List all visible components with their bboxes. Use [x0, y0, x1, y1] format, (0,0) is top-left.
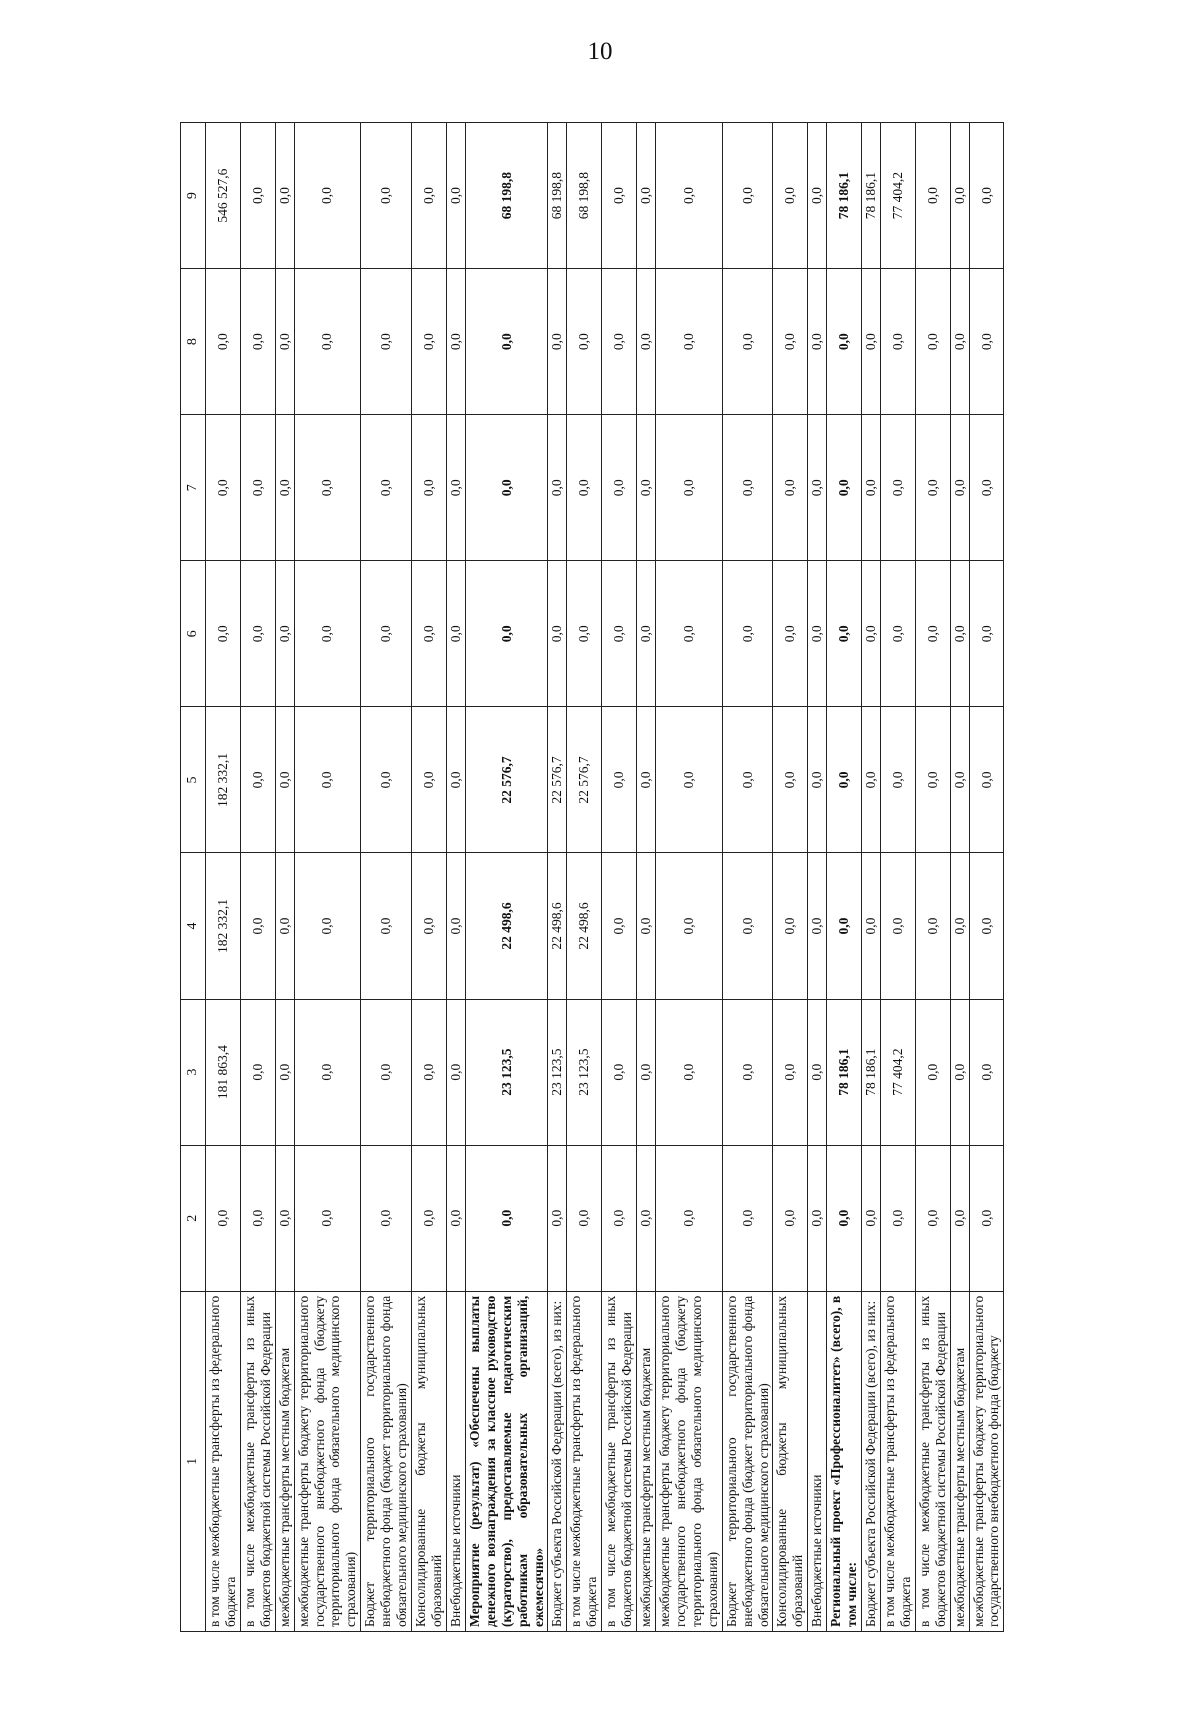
cell-value: 0,0 — [950, 123, 969, 269]
cell-value: 0,0 — [808, 999, 827, 1145]
cell-value: 0,0 — [637, 707, 656, 853]
cell-value: 0,0 — [880, 853, 915, 999]
table-row — [446, 123, 465, 1632]
cell-value: 22 576,7 — [567, 707, 602, 853]
row-label: Бюджет территориального государственного внебюджетного фонда (бюджет территориального фонда обязательного медицинского страхования) — [361, 1291, 412, 1631]
row-label: межбюджетные трансферты местным бюджетам — [275, 1291, 294, 1631]
cell-value: 0,0 — [722, 853, 773, 999]
cell-value: 22 498,6 — [548, 853, 567, 999]
cell-value: 0,0 — [602, 707, 637, 853]
table-row — [655, 123, 722, 1632]
cell-value: 0,0 — [206, 415, 241, 561]
cell-value: 0,0 — [862, 561, 881, 707]
row-label: межбюджетные трансферты местным бюджетам — [950, 1291, 969, 1631]
row-label: в том числе межбюджетные трансферты из федерального бюджета — [567, 1291, 602, 1631]
cell-value: 0,0 — [206, 1145, 241, 1291]
cell-value: 0,0 — [637, 561, 656, 707]
cell-value: 0,0 — [275, 853, 294, 999]
cell-value: 0,0 — [602, 269, 637, 415]
cell-value: 0,0 — [880, 1145, 915, 1291]
cell-value: 0,0 — [206, 269, 241, 415]
cell-value: 22 576,7 — [548, 707, 567, 853]
cell-value: 0,0 — [275, 415, 294, 561]
cell-value: 0,0 — [655, 123, 722, 269]
cell-value: 182 332,1 — [206, 707, 241, 853]
cell-value: 0,0 — [548, 1145, 567, 1291]
column-header-2: 2 — [181, 1145, 206, 1291]
cell-value: 182 332,1 — [206, 853, 241, 999]
cell-value: 0,0 — [950, 269, 969, 415]
cell-value: 0,0 — [655, 707, 722, 853]
column-header-6: 6 — [181, 561, 206, 707]
cell-value: 0,0 — [567, 1145, 602, 1291]
cell-value: 0,0 — [827, 1145, 862, 1291]
header-row — [181, 123, 206, 1632]
cell-value: 0,0 — [722, 561, 773, 707]
cell-value: 0,0 — [808, 123, 827, 269]
cell-value: 0,0 — [969, 269, 1004, 415]
row-label: межбюджетные трансферты бюджету территориального государственного внебюджетного фонда (бюджету территориального фонда обязательного медицинского страхования) — [655, 1291, 722, 1631]
cell-value: 0,0 — [602, 999, 637, 1145]
cell-value: 23 123,5 — [465, 999, 548, 1145]
cell-value: 0,0 — [412, 1145, 447, 1291]
cell-value: 0,0 — [602, 415, 637, 561]
cell-value: 0,0 — [240, 853, 275, 999]
cell-value: 0,0 — [880, 269, 915, 415]
cell-value: 0,0 — [880, 707, 915, 853]
cell-value: 0,0 — [446, 1145, 465, 1291]
cell-value: 0,0 — [862, 853, 881, 999]
cell-value: 0,0 — [240, 707, 275, 853]
cell-value: 0,0 — [722, 269, 773, 415]
table-row — [827, 123, 862, 1632]
cell-value: 0,0 — [862, 707, 881, 853]
table-row — [275, 123, 294, 1632]
cell-value: 0,0 — [240, 999, 275, 1145]
cell-value: 68 198,8 — [567, 123, 602, 269]
cell-value: 0,0 — [567, 561, 602, 707]
cell-value: 0,0 — [412, 123, 447, 269]
table-row — [567, 123, 602, 1632]
cell-value: 0,0 — [969, 707, 1004, 853]
cell-value: 0,0 — [969, 999, 1004, 1145]
cell-value: 0,0 — [275, 269, 294, 415]
cell-value: 68 198,8 — [548, 123, 567, 269]
cell-value: 0,0 — [808, 1145, 827, 1291]
cell-value: 0,0 — [915, 853, 950, 999]
cell-value: 0,0 — [773, 707, 808, 853]
cell-value: 0,0 — [722, 123, 773, 269]
cell-value: 0,0 — [808, 853, 827, 999]
cell-value: 0,0 — [567, 269, 602, 415]
table-row — [465, 123, 548, 1632]
page-number: 10 — [587, 38, 613, 65]
cell-value: 0,0 — [294, 415, 361, 561]
cell-value: 0,0 — [412, 269, 447, 415]
cell-value: 0,0 — [722, 415, 773, 561]
cell-value: 0,0 — [294, 269, 361, 415]
cell-value: 0,0 — [602, 1145, 637, 1291]
table-row — [880, 123, 915, 1632]
row-label: в том числе межбюджетные трансферты из иных бюджетов бюджетной системы Российской Федерации — [240, 1291, 275, 1631]
row-label: Консолидированные бюджеты муниципальных образований — [773, 1291, 808, 1631]
cell-value: 0,0 — [862, 269, 881, 415]
cell-value: 0,0 — [361, 269, 412, 415]
row-label: Бюджет территориального государственного внебюджетного фонда (бюджет территориального фонда обязательного медицинского страхования) — [722, 1291, 773, 1631]
cell-value: 0,0 — [240, 123, 275, 269]
cell-value: 0,0 — [808, 415, 827, 561]
cell-value: 0,0 — [602, 561, 637, 707]
cell-value: 0,0 — [206, 561, 241, 707]
cell-value: 0,0 — [294, 707, 361, 853]
cell-value: 0,0 — [637, 999, 656, 1145]
cell-value: 0,0 — [637, 853, 656, 999]
cell-value: 0,0 — [773, 561, 808, 707]
row-label: межбюджетные трансферты бюджету территориального государственного внебюджетного фонда (бюджету — [969, 1291, 1004, 1631]
cell-value: 0,0 — [915, 123, 950, 269]
cell-value: 0,0 — [773, 1145, 808, 1291]
row-label: в том числе межбюджетные трансферты из иных бюджетов бюджетной системы Российской Федерации — [602, 1291, 637, 1631]
cell-value: 0,0 — [465, 561, 548, 707]
cell-value: 0,0 — [655, 1145, 722, 1291]
cell-value: 0,0 — [446, 123, 465, 269]
column-header-3: 3 — [181, 999, 206, 1145]
cell-value: 0,0 — [361, 707, 412, 853]
cell-value: 0,0 — [969, 853, 1004, 999]
cell-value: 0,0 — [412, 561, 447, 707]
cell-value: 0,0 — [773, 853, 808, 999]
cell-value: 0,0 — [294, 561, 361, 707]
cell-value: 0,0 — [412, 415, 447, 561]
cell-value: 0,0 — [722, 999, 773, 1145]
budget-table — [180, 122, 1004, 1632]
cell-value: 0,0 — [637, 415, 656, 561]
row-label: Внебюджетные источники — [808, 1291, 827, 1631]
table-row — [722, 123, 773, 1632]
cell-value: 0,0 — [827, 269, 862, 415]
cell-value: 0,0 — [655, 853, 722, 999]
cell-value: 0,0 — [548, 415, 567, 561]
row-label: Консолидированные бюджеты муниципальных образований — [412, 1291, 447, 1631]
cell-value: 0,0 — [808, 707, 827, 853]
cell-value: 0,0 — [412, 999, 447, 1145]
cell-value: 0,0 — [637, 269, 656, 415]
row-label: Мероприятие (результат) «Обеспечены выплаты денежного вознаграждения за классное руководство (кураторство), предоставляемые педагогическим работникам образовательных организаций, ежемесячно» — [465, 1291, 548, 1631]
cell-value: 78 186,1 — [862, 123, 881, 269]
cell-value: 0,0 — [548, 561, 567, 707]
cell-value: 68 198,8 — [465, 123, 548, 269]
row-label: в том числе межбюджетные трансферты из федерального бюджета — [880, 1291, 915, 1631]
cell-value: 0,0 — [567, 415, 602, 561]
cell-value: 0,0 — [294, 1145, 361, 1291]
column-header-9: 9 — [181, 123, 206, 269]
table-row — [773, 123, 808, 1632]
table-row — [950, 123, 969, 1632]
cell-value: 77 404,2 — [880, 999, 915, 1145]
table-row — [969, 123, 1004, 1632]
cell-value: 0,0 — [773, 415, 808, 561]
table-row — [808, 123, 827, 1632]
cell-value: 0,0 — [361, 415, 412, 561]
cell-value: 0,0 — [240, 1145, 275, 1291]
cell-value: 0,0 — [827, 415, 862, 561]
cell-value: 0,0 — [722, 707, 773, 853]
cell-value: 23 123,5 — [567, 999, 602, 1145]
row-label: Бюджет субъекта Российской Федерации (всего), из них: — [548, 1291, 567, 1631]
cell-value: 0,0 — [275, 561, 294, 707]
table-row — [294, 123, 361, 1632]
table-row — [206, 123, 241, 1632]
row-label: межбюджетные трансферты местным бюджетам — [637, 1291, 656, 1631]
row-label: Региональный проект «Профессионалитет» (всего), в том числе: — [827, 1291, 862, 1631]
table-row — [412, 123, 447, 1632]
cell-value: 0,0 — [915, 561, 950, 707]
cell-value: 0,0 — [915, 1145, 950, 1291]
row-label: Бюджет субъекта Российской Федерации (всего), из них: — [862, 1291, 881, 1631]
cell-value: 0,0 — [915, 999, 950, 1145]
cell-value: 0,0 — [275, 1145, 294, 1291]
cell-value: 546 527,6 — [206, 123, 241, 269]
cell-value: 0,0 — [655, 561, 722, 707]
table-body — [206, 123, 1004, 1632]
cell-value: 0,0 — [361, 1145, 412, 1291]
cell-value: 77 404,2 — [880, 123, 915, 269]
cell-value: 22 498,6 — [465, 853, 548, 999]
table-row — [361, 123, 412, 1632]
cell-value: 0,0 — [950, 1145, 969, 1291]
cell-value: 0,0 — [862, 1145, 881, 1291]
cell-value: 0,0 — [602, 123, 637, 269]
column-header-5: 5 — [181, 707, 206, 853]
cell-value: 0,0 — [915, 415, 950, 561]
cell-value: 0,0 — [361, 561, 412, 707]
cell-value: 0,0 — [773, 999, 808, 1145]
cell-value: 0,0 — [827, 561, 862, 707]
column-header-7: 7 — [181, 415, 206, 561]
cell-value: 0,0 — [294, 999, 361, 1145]
cell-value: 0,0 — [240, 415, 275, 561]
cell-value: 78 186,1 — [827, 123, 862, 269]
cell-value: 0,0 — [880, 561, 915, 707]
cell-value: 0,0 — [950, 561, 969, 707]
cell-value: 0,0 — [446, 561, 465, 707]
cell-value: 0,0 — [412, 853, 447, 999]
cell-value: 0,0 — [827, 853, 862, 999]
cell-value: 23 123,5 — [548, 999, 567, 1145]
cell-value: 0,0 — [773, 123, 808, 269]
cell-value: 0,0 — [808, 561, 827, 707]
cell-value: 0,0 — [465, 269, 548, 415]
column-header-8: 8 — [181, 269, 206, 415]
column-header-1: 1 — [181, 1291, 206, 1631]
cell-value: 22 498,6 — [567, 853, 602, 999]
cell-value: 0,0 — [950, 853, 969, 999]
cell-value: 0,0 — [969, 1145, 1004, 1291]
cell-value: 0,0 — [969, 123, 1004, 269]
cell-value: 0,0 — [275, 707, 294, 853]
cell-value: 0,0 — [465, 415, 548, 561]
cell-value: 78 186,1 — [862, 999, 881, 1145]
cell-value: 0,0 — [465, 1145, 548, 1291]
cell-value: 0,0 — [637, 1145, 656, 1291]
cell-value: 0,0 — [808, 269, 827, 415]
cell-value: 0,0 — [655, 999, 722, 1145]
table-row — [240, 123, 275, 1632]
cell-value: 0,0 — [361, 853, 412, 999]
cell-value: 0,0 — [240, 269, 275, 415]
cell-value: 0,0 — [240, 561, 275, 707]
cell-value: 0,0 — [548, 269, 567, 415]
cell-value: 0,0 — [950, 707, 969, 853]
cell-value: 0,0 — [446, 999, 465, 1145]
row-label: Внебюджетные источники — [446, 1291, 465, 1631]
cell-value: 78 186,1 — [827, 999, 862, 1145]
cell-value: 0,0 — [446, 853, 465, 999]
cell-value: 0,0 — [275, 123, 294, 269]
cell-value: 0,0 — [915, 707, 950, 853]
cell-value: 0,0 — [862, 415, 881, 561]
cell-value: 0,0 — [969, 561, 1004, 707]
row-label: межбюджетные трансферты бюджету территориального государственного внебюджетного фонда (бюджету территориального фонда обязательного медицинского страхования) — [294, 1291, 361, 1631]
cell-value: 0,0 — [294, 853, 361, 999]
cell-value: 0,0 — [655, 415, 722, 561]
cell-value: 0,0 — [294, 123, 361, 269]
cell-value: 0,0 — [880, 415, 915, 561]
row-label: в том числе межбюджетные трансферты из федерального бюджета — [206, 1291, 241, 1631]
cell-value: 0,0 — [446, 415, 465, 561]
cell-value: 0,0 — [950, 415, 969, 561]
cell-value: 0,0 — [602, 853, 637, 999]
table-row — [637, 123, 656, 1632]
rotated-table-wrapper — [180, 122, 1040, 1632]
cell-value: 0,0 — [361, 123, 412, 269]
cell-value: 0,0 — [655, 269, 722, 415]
cell-value: 0,0 — [275, 999, 294, 1145]
cell-value: 0,0 — [412, 707, 447, 853]
cell-value: 0,0 — [827, 707, 862, 853]
table-row — [862, 123, 881, 1632]
cell-value: 0,0 — [773, 269, 808, 415]
table-row — [602, 123, 637, 1632]
row-label: в том числе межбюджетные трансферты из иных бюджетов бюджетной системы Российской Федерации — [915, 1291, 950, 1631]
cell-value: 0,0 — [446, 269, 465, 415]
cell-value: 0,0 — [722, 1145, 773, 1291]
cell-value: 0,0 — [915, 269, 950, 415]
table-row — [915, 123, 950, 1632]
cell-value: 0,0 — [950, 999, 969, 1145]
cell-value: 0,0 — [969, 415, 1004, 561]
cell-value: 0,0 — [446, 707, 465, 853]
column-header-4: 4 — [181, 853, 206, 999]
table-row — [548, 123, 567, 1632]
cell-value: 0,0 — [637, 123, 656, 269]
cell-value: 22 576,7 — [465, 707, 548, 853]
cell-value: 0,0 — [361, 999, 412, 1145]
cell-value: 181 863,4 — [206, 999, 241, 1145]
